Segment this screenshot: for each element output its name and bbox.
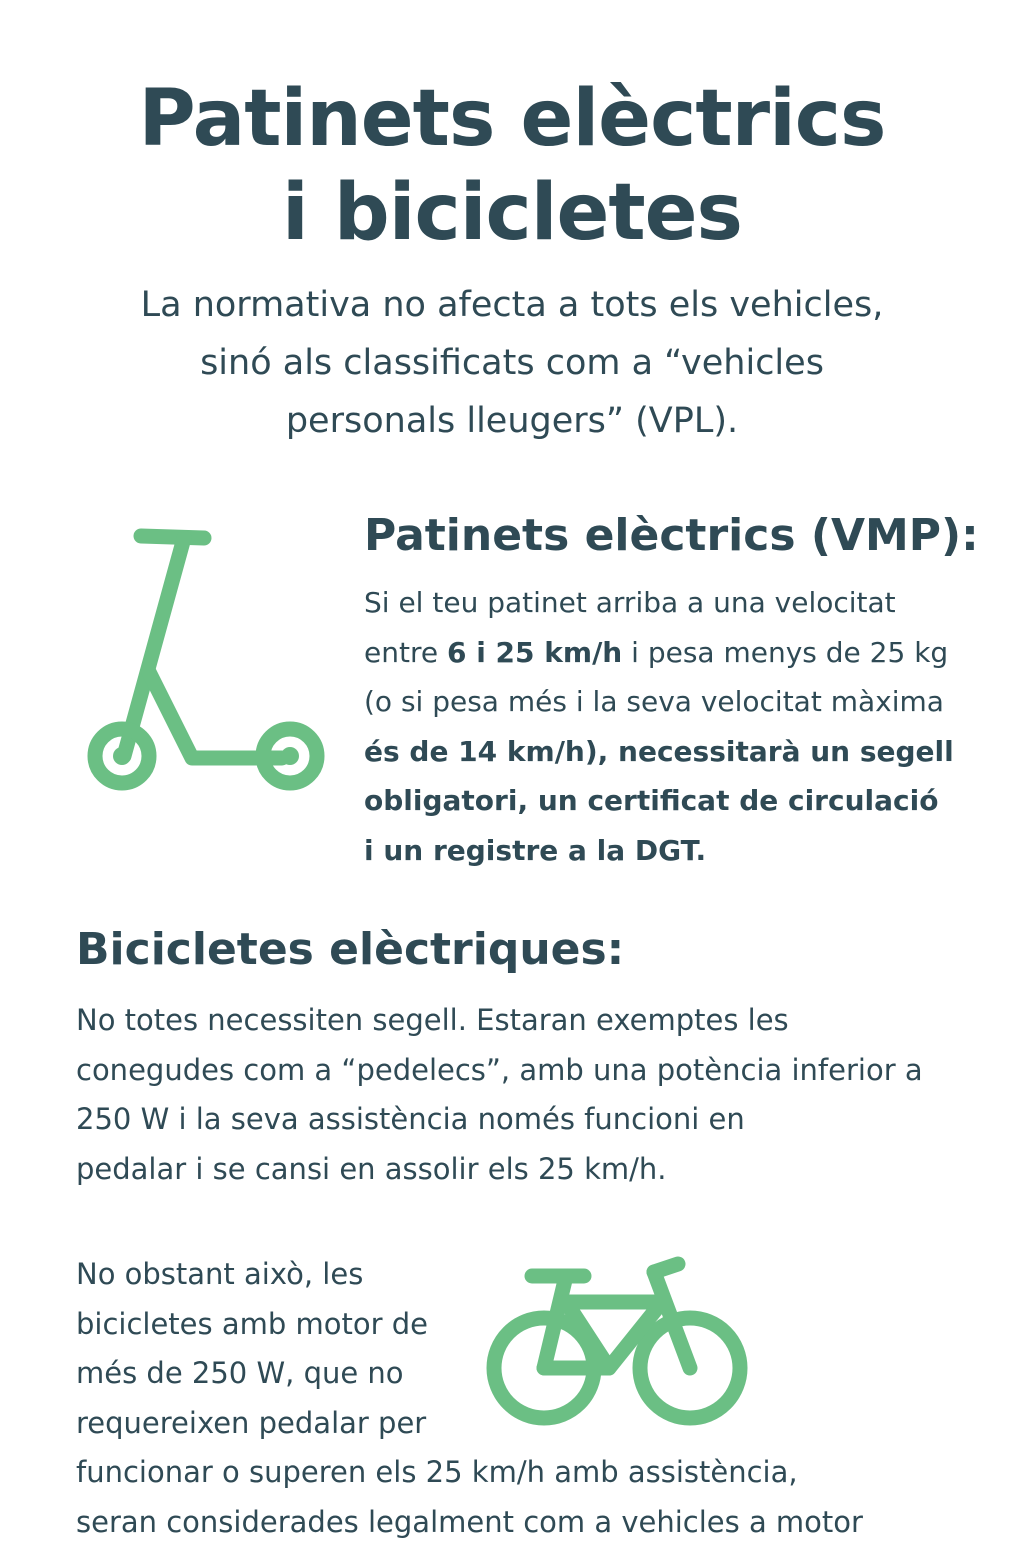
bike-p1-line-4: pedalar i se cansi en assolir els 25 km/h.: [76, 1151, 667, 1186]
scooter-line-5: obligatori, un certificat de circulació: [364, 784, 939, 818]
bike-p1-line-1: No totes necessiten segell. Estaran exemptes les: [76, 1003, 789, 1037]
scooter-paragraph: [364, 578, 954, 876]
intro-line-2: sinó als classificats com a “vehicles: [200, 343, 824, 383]
bike-p2-line-4: requereixen pedalar per: [76, 1405, 427, 1440]
scooter-icon: [84, 520, 334, 800]
page-title: [0, 72, 1024, 260]
intro-text: [0, 276, 1024, 450]
bike-p2-line-2: bicicletes amb motor de: [76, 1306, 428, 1341]
scooter-line-4: és de 14 km/h), necessitarà un segell: [364, 734, 954, 768]
scooter-line-1: Si el teu patinet arriba a una velocitat: [364, 586, 896, 619]
bike-p2-line-5: funcionar o superen els 25 km/h amb assistència,: [76, 1455, 798, 1490]
intro-line-1: La normativa no afecta a tots els vehicles,: [140, 285, 884, 325]
bike-paragraph-1: [76, 996, 923, 1194]
bike-p2-line-1: No obstant això, les: [76, 1257, 364, 1291]
intro-line-3: personals lleugers” (VPL).: [285, 401, 739, 441]
scooter-line-6: i un registre a la DGT.: [364, 833, 707, 867]
bike-p2-line-3: més de 250 W, que no: [76, 1356, 404, 1391]
bike-p2-line-6: seran considerades legalment com a vehicles a motor: [76, 1504, 863, 1539]
scooter-line-2: entre 6 i 25 km/h i pesa menys de 25 kg: [364, 635, 949, 669]
scooter-heading: Patinets elèctrics (VMP):: [364, 510, 979, 561]
bike-p1-line-3: 250 W i la seva assistència només funcioni en: [76, 1102, 745, 1137]
bicycle-icon: [484, 1256, 748, 1426]
bike-heading: Bicicletes elèctriques:: [76, 924, 625, 975]
title-line-1: Patinets elèctrics: [138, 74, 886, 164]
title-line-2: i bicicletes: [282, 168, 742, 258]
scooter-line-3: (o si pesa més i la seva velocitat màxima: [364, 685, 944, 719]
bike-p1-line-2: conegudes com a “pedelecs”, amb una potència inferior a: [76, 1052, 923, 1087]
